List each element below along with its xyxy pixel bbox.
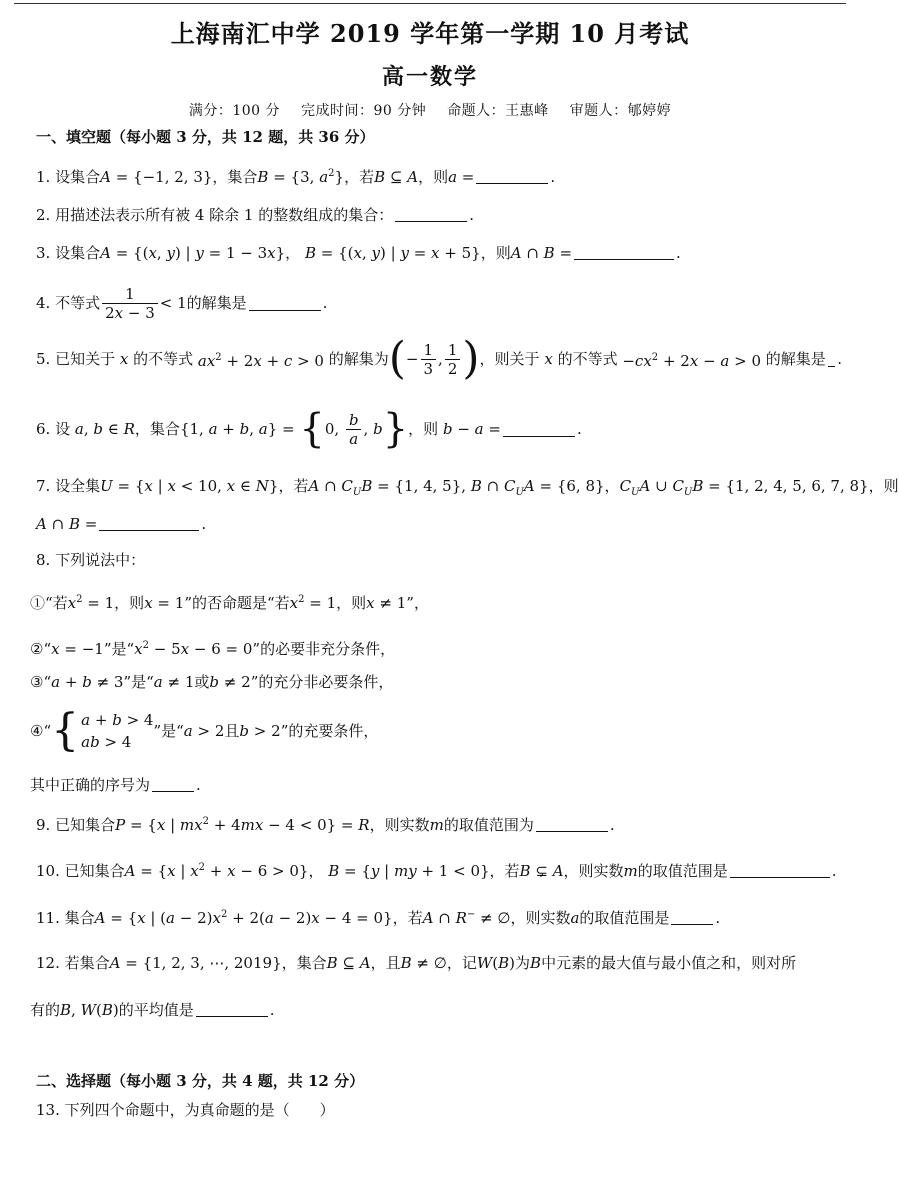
statement-1: ①“若$x^2 = 1$，则x = 1”的否命题是“若$x^2 = 1$，则x ≠ 1”， xyxy=(30,594,429,612)
statement-3: ③“a + b ≠ 3”是“a ≠ 1或b ≠ 2”的充分非必要条件， xyxy=(30,673,394,691)
question-13: 13. 下列四个命题中，为真命题的是（ ） xyxy=(36,1101,335,1119)
question-12: 12. 若集合A = {1, 2, 3, ⋯, 2019}，集合B ⊆ A，且B ≠ ∅，记W(B)为B中元素的最大值与最小值之和，则对所 xyxy=(36,954,797,972)
question-4: 4. 不等式 $\frac{1}{2x - 3}$ < 1 的解集是 . xyxy=(36,284,328,322)
question-8-answer: 其中正确的序号为 . xyxy=(30,776,201,794)
question-6: 6. 设 a, b ∈ R ，集合 {1, a + b, a} = { 0, $\frac{b}{a}$ , b } ，则 b − a = . xyxy=(36,406,582,452)
section-choice-heading: 二、选择题（每小题 3 分，共 4 题，共 12 分） xyxy=(36,1072,365,1090)
answer-blank[interactable] xyxy=(828,352,835,367)
question-8: 8. 下列说法中： xyxy=(36,551,146,569)
meta-score: 满分：100 分 xyxy=(188,103,281,119)
question-12-cont: 有的B, W(B)的平均值是 . xyxy=(30,1001,275,1019)
meta-author: 命题人：王惠峰 xyxy=(447,103,549,119)
case-system: { a + b > 4 ab > 4 xyxy=(51,705,154,756)
statement-4: ④“ { a + b > 4 ab > 4 ”是“ a > 2 且 b > 2 ”的充要条件， xyxy=(30,705,379,756)
question-7-cont: A ∩ B = . xyxy=(36,515,207,533)
exam-subject: 高一数学 xyxy=(381,64,478,90)
answer-blank[interactable] xyxy=(196,1002,268,1017)
answer-blank[interactable] xyxy=(503,422,575,437)
question-2: 2. 用描述法表示所有被 4 除余 1 的整数组成的集合： . xyxy=(36,206,475,224)
meta-reviewer: 审题人：郇婷婷 xyxy=(569,103,672,119)
fraction: $\frac{1}{2}$ xyxy=(445,341,461,378)
answer-blank[interactable] xyxy=(152,777,194,792)
question-5: 5. 已知关于 x 的不等式 $ax^2 + 2x + c > 0$ 的解集为 ( − $\frac{1}{3}$ , $\frac{1}{2}$ ) ，则关于 x 的不等式 $-cx^2 + 2x - a > 0$ 的解集是 . xyxy=(36,333,842,384)
answer-blank[interactable] xyxy=(730,863,830,878)
question-7: 7. 设全集U = {x | x < 10, x ∈ N}，若A ∩ $C_UB = \{1$, 4, 5}, B ∩ $C_UA = \{6$, 8}，$C_UA$ ∪ $C_UB = \{1$, 2, 4, 5, 6, 7, 8}，则 xyxy=(36,477,899,498)
section-fill-heading: 一、填空题（每小题 3 分，共 12 题，共 36 分） xyxy=(36,128,375,146)
fraction: $\frac{1}{2x - 3}$ xyxy=(102,285,158,322)
meta-time: 完成时间：90 分钟 xyxy=(300,103,427,119)
answer-blank[interactable] xyxy=(395,207,467,222)
question-3: 3. 设集合A = {(x, y) | y = 1 − 3x}， B = {(x, y) | y = x + 5}，则A ∩ B = . xyxy=(36,244,681,262)
statement-2: ②“x = −1”是“$x^2 - 5x - 6 = 0$”的必要非充分条件， xyxy=(30,640,396,658)
exam-title: 上海南汇中学 2019 学年第一学期 10 月考试 xyxy=(170,19,690,48)
answer-blank[interactable] xyxy=(99,516,199,531)
answer-blank[interactable] xyxy=(476,169,548,184)
question-9: 9. 已知集合P = {x | $mx^2 + 4mx - 4 < 0\} = R$，则实数m的取值范围为 . xyxy=(36,816,615,834)
question-11: 11. 集合A = {x | $(a - 2)x^2 + 2(a - 2)x - 4 = 0$}，若A ∩ R− ≠ ∅，则实数a的取值范围是 . xyxy=(36,909,721,927)
question-1: 1. 设集合A = {−1, 2, 3}，集合B = {3, $a^2$}，若B ⊆ A，则a = . xyxy=(36,168,556,186)
question-10: 10. 已知集合A = {x | $x^2 + x - 6 > 0$}， B = {y | my + 1 < 0}，若B ⊊ A，则实数m的取值范围是 . xyxy=(36,862,837,880)
answer-blank[interactable] xyxy=(249,296,321,311)
fraction: $\frac{b}{a}$ xyxy=(346,411,362,448)
fraction: $\frac{1}{3}$ xyxy=(421,341,437,378)
top-rule xyxy=(14,3,846,4)
exam-meta xyxy=(0,100,860,120)
answer-blank[interactable] xyxy=(671,910,713,925)
answer-blank[interactable] xyxy=(574,245,674,260)
answer-blank[interactable] xyxy=(536,817,608,832)
